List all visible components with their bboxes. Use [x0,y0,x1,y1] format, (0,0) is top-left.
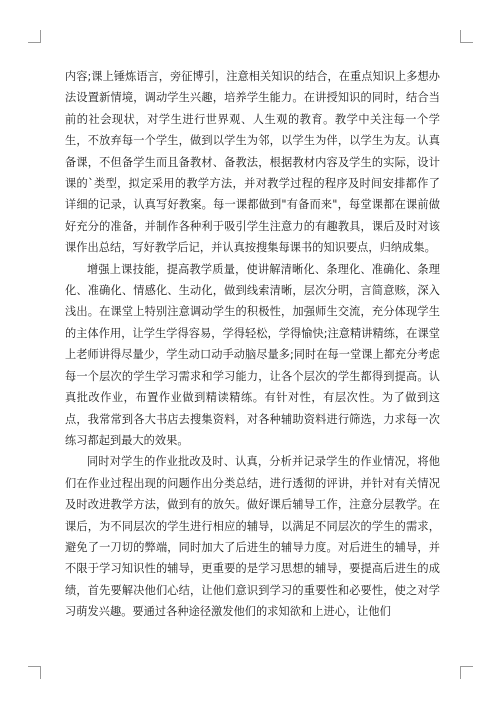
paragraph-1: 内容;课上锤炼语言，旁征博引，注意相关知识的结合，在重点知识上多想办法设置新情境，调动学生兴趣，培养学生能力。在讲授知识的同时，结合当前的社会现状，对学生进行世界观、人生观的教育。教学中关注每一个学生，不放弃每一个学生，做到以学生为邻，以学生为伴，以学生为友。认真备课，不但备学生而且备教材、备教法，根据教材内容及学生的实际，设计课的`类型，拟定采用的教学方法，并对教学过程的程序及时间安排都作了详细的记录，认真写好教案。每一课都做到"有备而来"，每堂课都在课前做好充分的准备，并制作各种利于吸引学生注意力的有趣教具，课后及时对该课作出总结，写好教学后记，并认真按搜集每课书的知识要点，归纳成集。 [65,70,440,255]
crop-mark-bottom-right [460,666,473,679]
paragraph-2: 增强上课技能，提高教学质量，使讲解清晰化、条理化、准确化、条理化、准确化、情感化、生动化，做到线索清晰，层次分明，言简意赅，深入浅出。在课堂上特别注意调动学生的积极性，加强师生交流，充分体现学生的主体作用，让学生学得容易，学得轻松，学得愉快;注意精讲精练，在课堂上老师讲得尽量少，学生动口动手动脑尽量多;同时在每一堂课上都充分考虑每一个层次的学生学习需求和学习能力，让各个层次的学生都得到提高。认真批改作业，布置作业做到精读精练。有针对性，有层次性。为了做到这点，我常常到各大书店去搜集资料，对各种辅助资料进行筛选，力求每一次练习都起到最大的效果。 [65,262,440,447]
crop-mark-top-right [460,30,473,43]
document-body [65,66,440,623]
crop-mark-top-left [28,30,41,43]
paragraph-3: 同时对学生的作业批改及时、认真，分析并记录学生的作业情况，将他们在作业过程出现的问题作出分类总结，进行透彻的评讲，并针对有关情况及时改进教学方法，做到有的放矢。做好课后辅导工作，注意分层教学。在课后，为不同层次的学生进行相应的辅导，以满足不同层次的学生的需求，避免了一刀切的弊端，同时加大了后进生的辅导力度。对后进生的辅导，并不限于学习知识性的辅导，更重要的是学习思想的辅导，要提高后进生的成绩，首先要解决他们心结，让他们意识到学习的重要性和必要性，使之对学习萌发兴趣。要通过各种途径激发他们的求知欲和上进心，让他们 [65,455,440,619]
crop-mark-bottom-left [28,666,41,679]
